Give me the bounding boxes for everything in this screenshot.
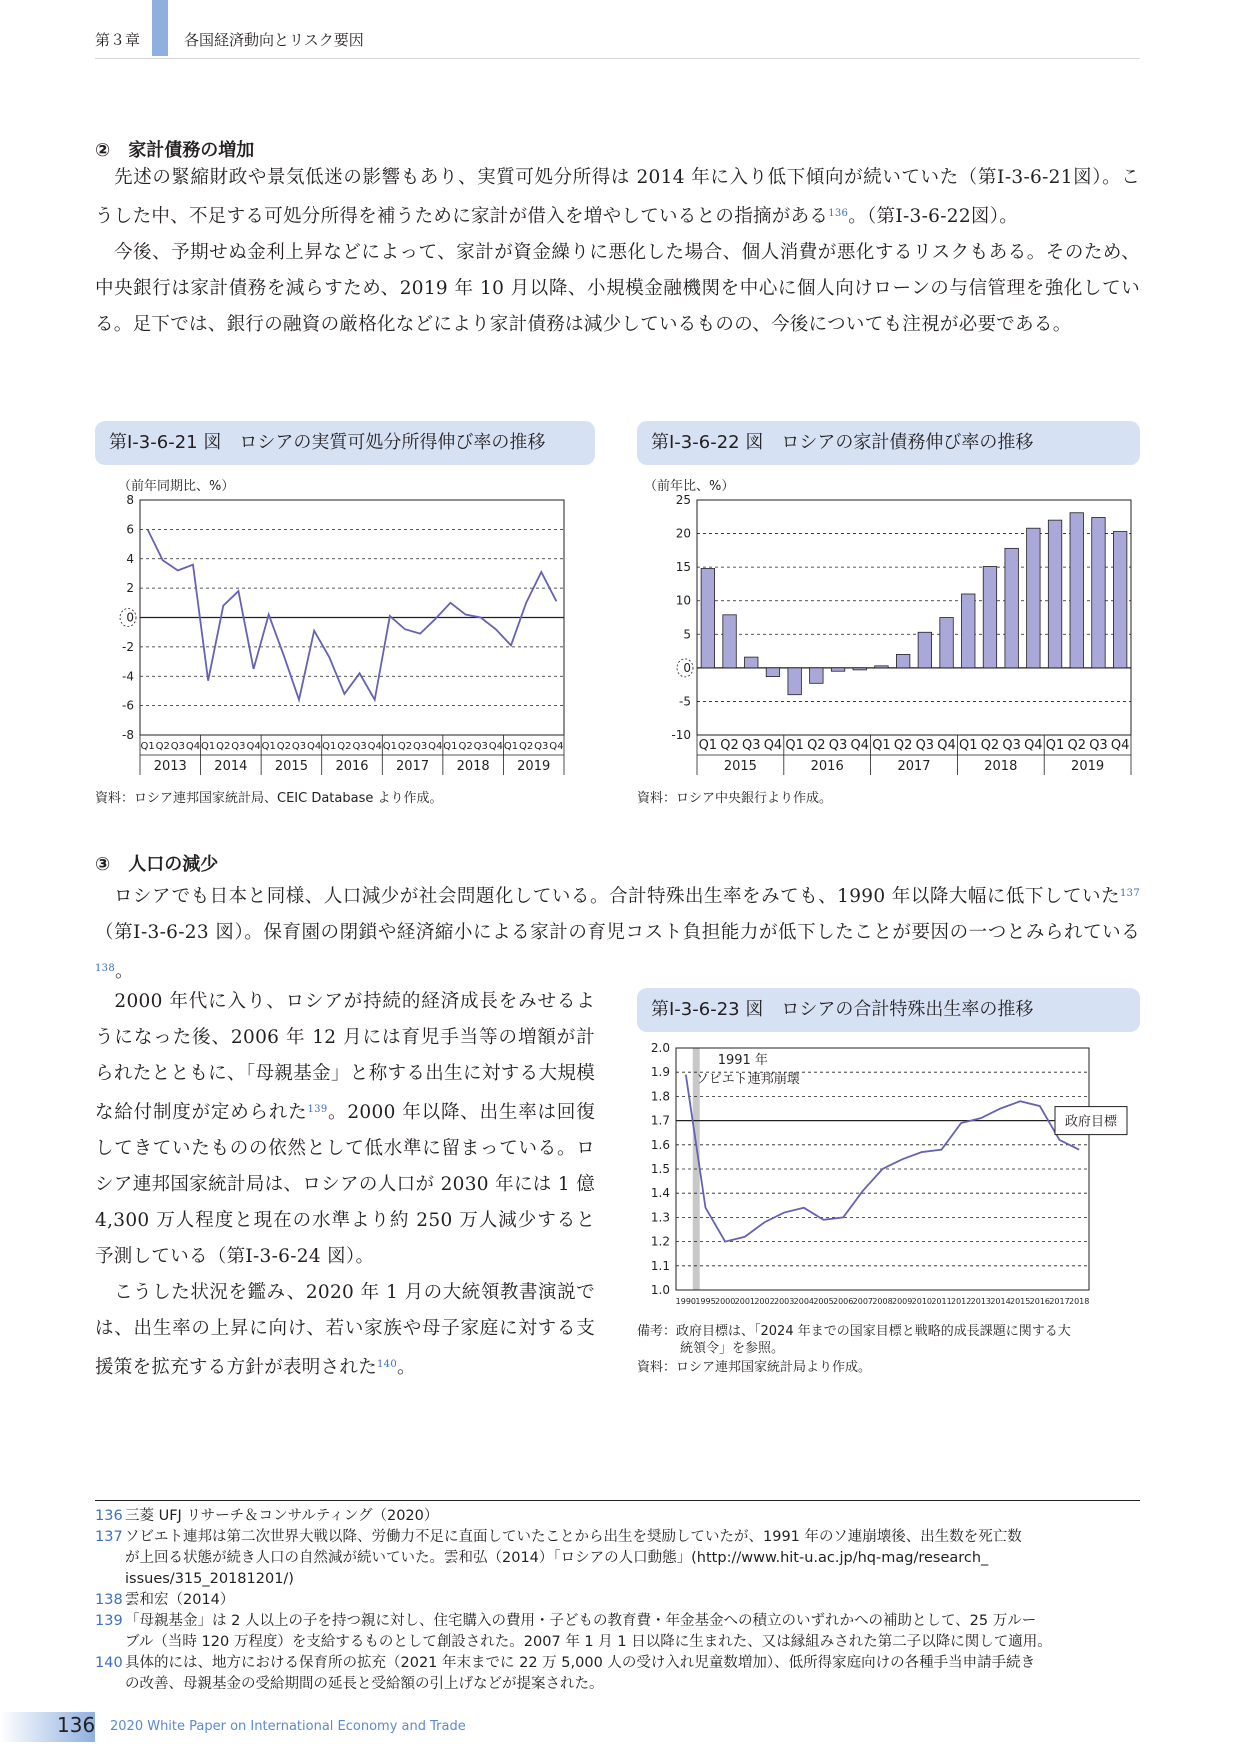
- x-quarter-label: Q3: [231, 741, 246, 752]
- target-label: 政府目標: [1064, 1114, 1118, 1130]
- bar: [745, 657, 758, 668]
- y-tick-label: -6: [122, 698, 134, 713]
- footnote-ref[interactable]: 137: [1120, 888, 1140, 899]
- x-year-label: 2019: [517, 759, 551, 774]
- y-tick-label: 0: [126, 610, 134, 625]
- bar: [1027, 528, 1040, 668]
- x-quarter-label: Q1: [503, 741, 519, 752]
- x-quarter-label: Q2: [1067, 738, 1087, 753]
- footnote-ref[interactable]: 140: [377, 1359, 398, 1370]
- x-year-label: 2019: [1071, 759, 1105, 774]
- footnote-text: [125, 1527, 1022, 1590]
- x-quarter-label: Q2: [337, 741, 352, 752]
- footnote-number: 138: [95, 1592, 123, 1608]
- bar: [1005, 548, 1018, 668]
- bar: [810, 668, 823, 683]
- section-body-population: [95, 876, 1140, 990]
- bar: [983, 566, 996, 667]
- x-year-label: 2018: [456, 759, 490, 774]
- y-tick-label: 0: [683, 660, 691, 675]
- footnote-number: 139: [95, 1613, 123, 1629]
- footnote-ref[interactable]: 136: [828, 208, 849, 219]
- y-tick-label: 25: [675, 493, 691, 507]
- x-quarter-label: Q4: [549, 741, 564, 752]
- footnote-number: 136: [95, 1508, 123, 1524]
- x-quarter-label: Q2: [155, 741, 170, 752]
- x-quarter-label: Q1: [140, 741, 155, 752]
- x-quarter-label: Q1: [382, 741, 397, 752]
- x-quarter-label: Q2: [216, 741, 231, 752]
- x-tick-label: 1990: [675, 1297, 697, 1306]
- household-debt-chart: [637, 490, 1140, 790]
- publication-title: 2020 White Paper on International Economy and Trade: [110, 1719, 466, 1734]
- x-year-label: 2017: [897, 759, 931, 774]
- y-tick-label: 20: [675, 526, 691, 541]
- paragraph-text: ロシアでも日本と同様、人口減少が社会問題化している。合計特殊出生率をみても、1990 年以降大幅に低下していた: [95, 886, 1120, 907]
- fertility-rate-chart: [637, 1040, 1140, 1320]
- x-quarter-label: Q4: [185, 741, 201, 752]
- x-tick-label: 2017: [1049, 1297, 1070, 1306]
- x-quarter-label: Q2: [893, 738, 913, 753]
- y-tick-label: 1.9: [650, 1065, 670, 1080]
- y-tick-label: 2: [126, 581, 134, 596]
- x-tick-label: 1995: [695, 1297, 716, 1306]
- x-quarter-label: Q1: [958, 738, 978, 753]
- x-tick-label: 2004: [793, 1297, 815, 1306]
- x-quarter-label: Q1: [261, 741, 276, 752]
- y-tick-label: 1.5: [650, 1162, 670, 1176]
- figure-title: 第Ⅰ-3-6-23 図 ロシアの合計特殊出生率の推移: [637, 988, 1140, 1032]
- x-tick-label: 2000: [714, 1297, 736, 1306]
- y-tick-label: 15: [675, 560, 691, 575]
- footnote-text: [125, 1611, 1052, 1653]
- x-quarter-label: Q1: [1045, 738, 1065, 753]
- bar: [723, 615, 736, 668]
- x-quarter-label: Q2: [807, 738, 826, 753]
- footnote-line: の改善、母親基金の受給期間の延長と受給額の引上げなどが提案された。: [125, 1676, 604, 1692]
- y-tick-label: -4: [122, 669, 134, 684]
- paragraph: 今後、予期せぬ金利上昇などによって、家計が資金繰りに悪化した場合、個人消費が悪化するリスクもある。そのため、中央銀行は家計債務を減らすため、2019 年 10 月以降、小規模金融機関を中心に個人向けローンの与信管理を強化している。足下では、銀行の融資の厳格化などにより家計債務は減少しているものの、今後についても注視が必要である。: [95, 242, 1140, 335]
- y-tick-label: -8: [122, 728, 134, 742]
- paragraph-text: 。: [397, 1357, 416, 1378]
- x-quarter-label: Q2: [720, 738, 739, 753]
- y-tick-label: 5: [683, 627, 691, 642]
- bar: [701, 568, 714, 667]
- y-tick-label: 4: [126, 551, 134, 566]
- footnote-item: [95, 1527, 1140, 1590]
- x-quarter-label: Q3: [170, 741, 185, 752]
- footnote-text: [125, 1590, 234, 1611]
- x-year-label: 2016: [810, 759, 844, 774]
- x-tick-label: 2007: [852, 1297, 874, 1306]
- paragraph-text: こうした状況を鑑み、2020 年 1 月の大統領教書演説では、出生率の上昇に向け、若い家族や母子家庭に対する支援策を拡充する方針が表明された: [95, 1282, 595, 1378]
- y-tick-label: 1.0: [650, 1283, 670, 1297]
- chapter-label: 第３章: [95, 31, 141, 49]
- x-quarter-label: Q1: [322, 741, 337, 752]
- bar: [831, 668, 844, 671]
- bar: [1092, 517, 1105, 667]
- paragraph-text: 。（第Ⅰ-3-6-22図）。: [848, 206, 1019, 227]
- chart-unit-label: （前年同期比、%）: [118, 479, 235, 494]
- y-tick-label: -2: [122, 639, 134, 654]
- paragraph-text: 2000 年代に入り、ロシアが持続的経済成長をみせるようになった後、2006 年 12 月には育児手当等の増額が計られたとともに、「母親基金」と称する出生に対する大規模な給付制度が定められた: [95, 991, 595, 1123]
- x-tick-label: 2005: [813, 1297, 834, 1306]
- paragraph: [95, 1275, 595, 1386]
- paragraph: [95, 984, 595, 1275]
- x-quarter-label: Q3: [534, 741, 549, 752]
- footnote-line: ソビエト連邦は第二次世界大戦以降、労働力不足に直面していたことから出生を奨励していたが、1991 年のソ連崩壊後、出生数を死亡数: [125, 1529, 1022, 1545]
- paragraph: [95, 160, 1140, 235]
- series-line: [148, 529, 557, 699]
- x-quarter-label: Q3: [741, 738, 761, 753]
- x-tick-label: 2015: [1009, 1297, 1031, 1306]
- bar: [918, 632, 931, 668]
- y-tick-label: 1.2: [650, 1234, 670, 1249]
- bar: [1048, 520, 1061, 668]
- y-tick-label: 6: [126, 522, 134, 537]
- y-tick-label: 8: [126, 493, 134, 507]
- x-year-label: 2015: [274, 759, 308, 774]
- footnote-ref[interactable]: 139: [307, 1104, 328, 1115]
- bar: [896, 654, 909, 667]
- x-tick-label: 2013: [970, 1297, 992, 1306]
- bar: [1070, 513, 1083, 668]
- x-tick-label: 2018: [1068, 1297, 1090, 1306]
- figure-title: 第Ⅰ-3-6-22 図 ロシアの家計債務伸び率の推移: [637, 421, 1140, 465]
- y-tick-label: 10: [675, 593, 691, 608]
- x-quarter-label: Q2: [276, 741, 291, 752]
- x-quarter-label: Q4: [1024, 738, 1043, 753]
- disposable-income-chart: [95, 490, 595, 790]
- y-tick-label: 1.8: [650, 1089, 670, 1104]
- figure-source: 資料：ロシア連邦国家統計局、CEIC Database より作成。: [95, 791, 443, 806]
- footnote-line: ブル（当時 120 万程度）を支給するものとして創設された。2007 年 1 月 1 日以降に生まれた、又は縁組みされた第二子以降に関して適用。: [125, 1634, 1052, 1650]
- x-quarter-label: Q4: [1110, 738, 1130, 753]
- footnote-divider: [95, 1500, 1140, 1501]
- x-quarter-label: Q2: [397, 741, 413, 752]
- header-accent-bar: [152, 0, 168, 56]
- series-line: [686, 1075, 1079, 1242]
- x-year-label: 2013: [153, 759, 187, 774]
- x-year-label: 2018: [984, 759, 1018, 774]
- x-quarter-label: Q1: [785, 738, 804, 753]
- chart-unit-label: （前年比、%）: [644, 479, 735, 494]
- x-quarter-label: Q4: [428, 741, 443, 752]
- header-divider: [95, 58, 1140, 59]
- figure-source: 資料：ロシア中央銀行より作成。: [637, 791, 833, 806]
- x-quarter-label: Q2: [458, 741, 473, 752]
- y-tick-label: 1.7: [650, 1113, 670, 1128]
- paragraph: [95, 876, 1140, 990]
- y-tick-label: 1.1: [650, 1258, 670, 1273]
- x-year-label: 2015: [723, 759, 757, 774]
- x-tick-label: 2006: [832, 1297, 854, 1306]
- footnotes: [95, 1506, 1140, 1695]
- footnote-line: 具体的には、地方における保育所の拡充（2021 年末までに 22 万 5,000 人の受け入れ児童数増加）、低所得家庭向けの各種手当申請手続き: [125, 1655, 1036, 1671]
- x-year-label: 2014: [214, 759, 248, 774]
- y-tick-label: -10: [671, 728, 691, 742]
- bar: [962, 594, 975, 668]
- y-tick-label: 1.4: [650, 1186, 670, 1201]
- paragraph-text: 。: [115, 961, 134, 982]
- footnote-item: [95, 1506, 1140, 1527]
- x-quarter-label: Q3: [291, 741, 307, 752]
- x-quarter-label: Q3: [828, 738, 848, 753]
- x-quarter-label: Q3: [413, 741, 428, 752]
- footnote-ref[interactable]: 138: [95, 963, 115, 974]
- x-quarter-label: Q3: [352, 741, 367, 752]
- paragraph-text: 先述の緊縮財政や景気低迷の影響もあり、実質可処分所得は 2014 年に入り低下傾向が続いていた（第Ⅰ-3-6-21図）。こうした中、不足する可処分所得を補うために家計が借入を増やしているとの指摘がある: [95, 167, 1140, 227]
- x-quarter-label: Q1: [443, 741, 458, 752]
- x-tick-label: 2001: [734, 1297, 756, 1306]
- x-quarter-label: Q4: [367, 741, 382, 752]
- x-tick-label: 2010: [911, 1297, 933, 1306]
- annotation-text: ソビエト連邦崩壊: [695, 1072, 800, 1087]
- x-tick-label: 2011: [931, 1297, 952, 1306]
- footnote-item: [95, 1611, 1140, 1653]
- footnote-item: [95, 1653, 1140, 1695]
- x-quarter-label: Q3: [1002, 738, 1021, 753]
- page-number: 136: [57, 1713, 96, 1737]
- x-quarter-label: Q4: [937, 738, 956, 753]
- x-quarter-label: Q1: [872, 738, 891, 753]
- x-year-label: 2016: [335, 759, 369, 774]
- x-tick-label: 2014: [990, 1297, 1011, 1306]
- y-tick-label: -5: [679, 694, 691, 709]
- x-quarter-label: Q4: [488, 741, 503, 752]
- x-quarter-label: Q4: [307, 741, 322, 752]
- x-quarter-label: Q2: [519, 741, 534, 752]
- y-tick-label: 1.6: [650, 1137, 670, 1152]
- chapter-title: 各国経済動向とリスク要因: [184, 31, 364, 49]
- x-quarter-label: Q2: [980, 738, 1000, 753]
- section-heading-household-debt: ② 家計債務の増加: [95, 140, 255, 161]
- footnote-number: 140: [95, 1655, 123, 1671]
- bar: [766, 668, 779, 677]
- figure-note-cont: 統領令」を参照。: [680, 1341, 785, 1356]
- x-quarter-label: Q4: [246, 741, 261, 752]
- paragraph-text: 。2000 年以降、出生率は回復してきていたものの依然として低水準に留まっている。ロシア連邦国家統計局は、ロシアの人口が 2030 年には 1 億 4,300 万人程度と現在の水準より約 250 万人減少すると予測している（第Ⅰ-3-6-24 図）。: [95, 1102, 595, 1267]
- paragraph-text: （第Ⅰ-3-6-23 図）。保育園の閉鎖や経済縮小による家計の育児コスト負担能力が低下したことが要因の一つとみられている: [95, 922, 1140, 943]
- figure-note: 備考：政府目標は、「2024 年までの国家目標と戦略的成長課題に関する大: [637, 1324, 1071, 1339]
- footnote-line: issues/315_20181201/): [125, 1571, 294, 1587]
- y-tick-label: 1.3: [650, 1210, 670, 1225]
- x-tick-label: 2016: [1029, 1297, 1051, 1306]
- bar: [1113, 532, 1126, 668]
- footnote-line: 三菱 UFJ リサーチ＆コンサルティング（2020）: [125, 1508, 439, 1524]
- bar: [940, 618, 953, 668]
- annotation-year: 1991 年: [717, 1053, 768, 1068]
- x-tick-label: 2003: [773, 1297, 795, 1306]
- footnote-text: [125, 1653, 1035, 1695]
- x-tick-label: 2012: [950, 1297, 972, 1306]
- x-tick-label: 2009: [891, 1297, 913, 1306]
- section-body-household-debt: [95, 160, 1140, 343]
- section-body-population-column: [95, 984, 595, 1386]
- footnote-text: [125, 1506, 438, 1527]
- figure-source: 資料：ロシア連邦国家統計局より作成。: [637, 1360, 872, 1375]
- footnote-line: 雲和宏（2014）: [125, 1592, 235, 1608]
- x-quarter-label: Q3: [915, 738, 935, 753]
- x-quarter-label: Q1: [698, 738, 718, 753]
- x-quarter-label: Q4: [763, 738, 783, 753]
- footnote-line: が上回る状態が続き人口の自然減が続いていた。雲和弘（2014）「ロシアの人口動態」(http://www.hit-u.ac.jp/hq-mag/research_: [125, 1550, 989, 1566]
- x-tick-label: 2008: [872, 1297, 893, 1306]
- x-quarter-label: Q3: [1089, 738, 1108, 753]
- section-heading-population: ③ 人口の減少: [95, 854, 219, 875]
- x-quarter-label: Q4: [850, 738, 870, 753]
- x-year-label: 2017: [396, 759, 430, 774]
- plot-frame: [697, 500, 1131, 735]
- bar: [788, 668, 801, 695]
- bar: [875, 666, 888, 668]
- x-tick-label: 2002: [754, 1297, 775, 1306]
- x-quarter-label: Q1: [201, 741, 216, 752]
- x-quarter-label: Q3: [473, 741, 488, 752]
- footnote-line: 「母親基金」は 2 人以上の子を持つ親に対し、住宅購入の費用・子どもの教育費・年金基金への積立のいずれかへの補助として、25 万ルー: [125, 1613, 1037, 1629]
- bar: [853, 668, 866, 670]
- figure-title: 第Ⅰ-3-6-21 図 ロシアの実質可処分所得伸び率の推移: [95, 421, 595, 465]
- footnote-number: 137: [95, 1529, 123, 1545]
- y-tick-label: 2.0: [650, 1041, 670, 1055]
- footnote-item: [95, 1590, 1140, 1611]
